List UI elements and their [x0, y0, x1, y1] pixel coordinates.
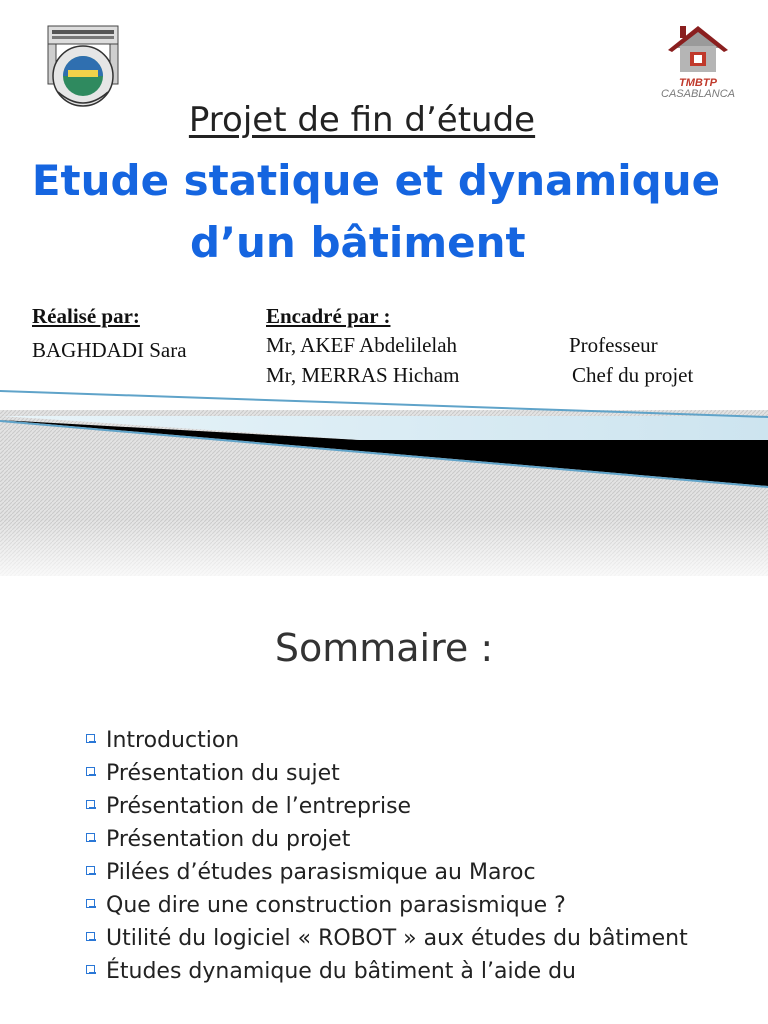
- encadre-par-label: Encadré par :: [266, 304, 391, 328]
- supervisor-role: Professeur: [569, 333, 658, 357]
- realise-par-label: Réalisé par:: [32, 304, 140, 328]
- list-item: [86, 891, 726, 920]
- summary-list: [86, 726, 726, 990]
- summary-slide: [0, 576, 768, 1024]
- square-bullet-icon: [86, 932, 95, 941]
- list-item: [86, 759, 726, 788]
- list-item: [86, 726, 726, 755]
- main-title-line-1: Etude statique et dynamique: [31, 156, 721, 205]
- tmbtp-logo: [660, 22, 736, 100]
- square-bullet-icon: [86, 965, 95, 974]
- square-bullet-icon: [86, 899, 95, 908]
- list-item-text: Pilées d’études parasismique au Maroc: [106, 860, 536, 885]
- supervisor-name: Mr, AKEF Abdelilelah: [266, 333, 458, 357]
- list-item-text: Introduction: [106, 728, 240, 753]
- decorative-band: [0, 390, 768, 576]
- square-bullet-icon: [86, 767, 95, 776]
- student-name: BAGHDADI Sara: [32, 338, 187, 362]
- list-item: [86, 957, 726, 986]
- list-item: [86, 825, 726, 854]
- list-item-text: Études dynamique du bâtiment à l’aide du: [106, 959, 577, 984]
- list-item: [86, 924, 726, 953]
- list-item-text: Utilité du logiciel « ROBOT » aux études du bâtiment: [106, 926, 688, 951]
- tmbtp-logo-text: TMBTP: [679, 77, 717, 89]
- house-icon: [660, 22, 736, 76]
- list-item: [86, 792, 726, 821]
- summary-title: Sommaire :: [274, 626, 494, 670]
- list-item-text: Présentation du sujet: [106, 761, 340, 786]
- list-item-text: Que dire une construction parasismique ?: [106, 893, 566, 918]
- supervisor-name: Mr, MERRAS Hicham: [266, 363, 460, 387]
- list-item-text: Présentation du projet: [106, 827, 351, 852]
- pfe-title: Projet de fin d’étude: [188, 100, 536, 140]
- square-bullet-icon: [86, 866, 95, 875]
- list-item-text: Présentation de l’entreprise: [106, 794, 412, 819]
- supervisor-role: Chef du projet: [572, 363, 694, 387]
- main-title-line-2: d’un bâtiment: [190, 218, 526, 267]
- faculty-of-sciences-logo: [42, 20, 124, 112]
- square-bullet-icon: [86, 800, 95, 809]
- square-bullet-icon: [86, 734, 95, 743]
- square-bullet-icon: [86, 833, 95, 842]
- tmbtp-logo-city: CASABLANCA: [661, 88, 735, 100]
- list-item: [86, 858, 726, 887]
